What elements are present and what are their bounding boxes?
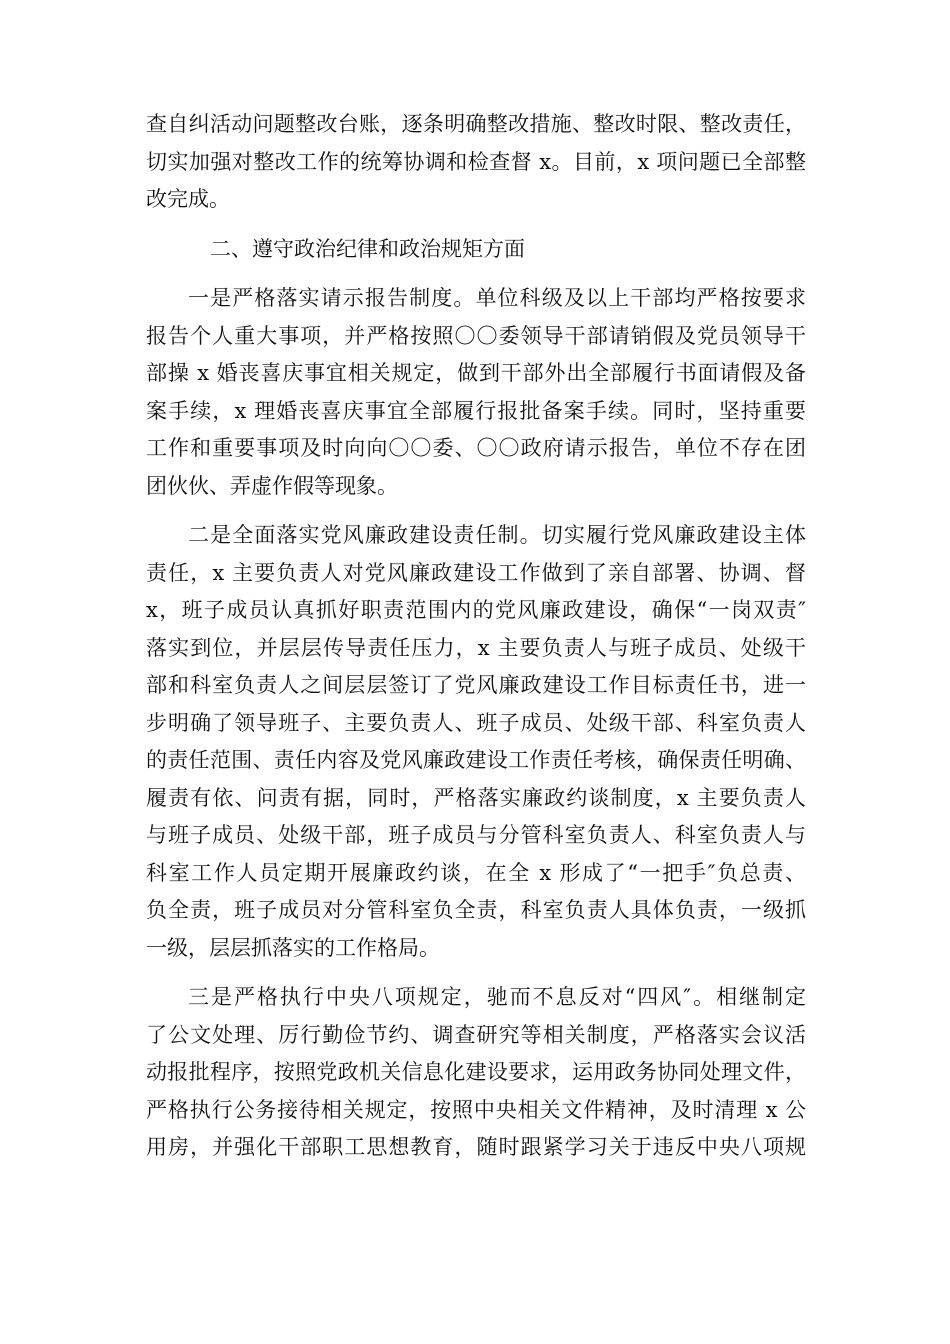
text-line: 工作和重要事项及时向向〇〇委、〇〇政府请示报告，单位不存在团 <box>146 436 806 460</box>
text-line: 一是严格落实请示报告制度。单位科级及以上干部均严格按要求 <box>188 286 806 310</box>
paragraph-gap <box>146 967 806 979</box>
document-page <box>146 106 806 1167</box>
text-line: 负全责，班子成员对分管科室负全责，科室负责人具体负责，一级抓 <box>146 898 806 922</box>
paragraph-responsibility-system <box>146 517 806 967</box>
paragraph-eight-regulations <box>146 979 806 1167</box>
text-line: 查自纠活动问题整改台账，逐条明确整改措施、整改时限、整改责任， <box>146 112 806 136</box>
paragraph-gap <box>146 505 806 517</box>
text-line: 了公文处理、厉行勤俭节约、调查研究等相关制度，严格落实会议活 <box>146 1022 806 1047</box>
text-line: 一级，层层抓落实的工作格局。 <box>146 935 440 960</box>
text-line: 的责任范围、责任内容及党风廉政建设工作责任考核，确保责任明确、 <box>146 748 806 772</box>
paragraph-gap <box>146 219 806 231</box>
text-line: 切实加强对整改工作的统筹协调和检查督 x。目前，x 项问题已全部整 <box>146 149 806 174</box>
text-line: 与班子成员、处级干部，班子成员与分管科室负责人、科室负责人与 <box>146 823 806 847</box>
heading-text: 二、遵守政治纪律和政治规矩方面 <box>210 236 525 261</box>
text-line: 改完成。 <box>146 187 230 211</box>
text-line: 履责有依、问责有据，同时，严格落实廉政约谈制度，x 主要负责人 <box>146 785 806 810</box>
text-line: 严格执行公务接待相关规定，按照中央相关文件精神，及时清理 x 公 <box>146 1097 806 1122</box>
text-line: 动报批程序，按照党政机关信息化建设要求，运用政务协同处理文件， <box>146 1060 806 1084</box>
section-heading <box>146 231 806 269</box>
text-line: 三是严格执行中央八项规定，驰而不息反对“四风″。相继制定 <box>188 985 806 1009</box>
paragraph-gap <box>146 268 806 280</box>
text-line: 科室工作人员定期开展廉政约谈，在全 x 形成了“一把手″负总责、 <box>146 860 806 885</box>
text-line: 用房，并强化干部职工思想教育，随时跟紧学习关于违反中央八项规 <box>146 1135 806 1159</box>
text-line: 团伙伙、弄虚作假等现象。 <box>146 473 398 498</box>
text-line: 部操 x 婚丧喜庆事宜相关规定，做到干部外出全部履行书面请假及备 <box>146 361 806 385</box>
text-line: 部和科室负责人之间层层签订了党风廉政建设工作目标责任书，进一 <box>146 673 806 697</box>
text-line: 二是全面落实党风廉政建设责任制。切实履行党风廉政建设主体 <box>188 523 806 547</box>
text-line: x，班子成员认真抓好职责范围内的党风廉政建设，确保“一岗双责″ <box>146 598 806 622</box>
paragraph-rectification <box>146 106 806 219</box>
text-line: 案手续，x 理婚丧喜庆事宜全部履行报批备案手续。同时，坚持重要 <box>146 398 806 423</box>
text-line: 责任，x 主要负责人对党风廉政建设工作做到了亲自部署、协调、督 <box>146 560 806 585</box>
text-line: 报告个人重大事项，并严格按照〇〇委领导干部请销假及党员领导干 <box>146 323 806 348</box>
text-line: 步明确了领导班子、主要负责人、班子成员、处级干部、科室负责人 <box>146 710 806 735</box>
text-line: 落实到位，并层层传导责任压力，x 主要负责人与班子成员、处级干 <box>146 635 806 660</box>
paragraph-reporting-system <box>146 280 806 505</box>
